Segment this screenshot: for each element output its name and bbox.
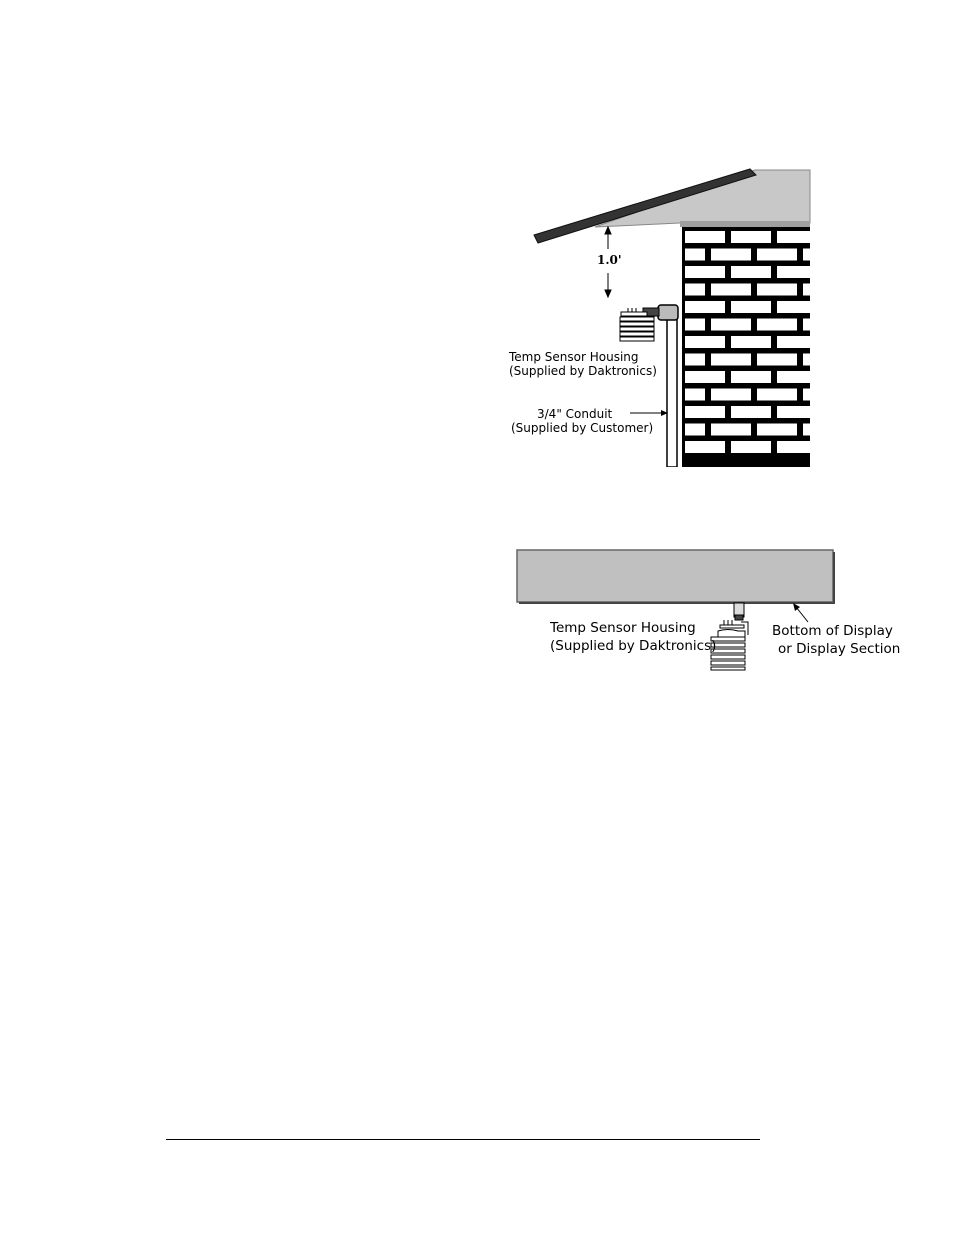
brick: [757, 389, 797, 401]
brick: [731, 336, 771, 348]
brick: [711, 424, 751, 436]
brick: [685, 266, 725, 278]
wall-mount-diagram: [500, 165, 820, 467]
brick: [711, 319, 751, 331]
clearance-label: 1.0': [597, 253, 622, 267]
brick: [685, 249, 705, 261]
conduit-pointer-arrow: [630, 410, 668, 416]
conduit-label-line2: (Supplied by Customer): [511, 421, 654, 435]
display-label-line1: Bottom of Display: [772, 623, 893, 639]
brick: [777, 301, 810, 313]
brick: [803, 249, 810, 261]
roof-edge: [680, 221, 810, 227]
brick: [803, 424, 810, 436]
display-mount-illustration: [505, 545, 905, 680]
sensor-label-line2: (Supplied by Daktronics): [509, 364, 657, 378]
brick: [731, 441, 771, 453]
brick: [803, 284, 810, 296]
conduit-elbow: [658, 305, 678, 320]
brick: [777, 231, 810, 243]
brick: [777, 266, 810, 278]
brick: [803, 319, 810, 331]
sensor-label-line1: Temp Sensor Housing: [550, 620, 696, 636]
brick: [731, 231, 771, 243]
brick: [731, 371, 771, 383]
brick: [777, 336, 810, 348]
sensor-label-line2: (Supplied by Daktronics): [550, 638, 717, 654]
brick: [731, 266, 771, 278]
brick-wall: [682, 227, 810, 467]
brick: [757, 249, 797, 261]
brick: [711, 249, 751, 261]
wall-mount-illustration: [500, 165, 820, 467]
brick: [803, 389, 810, 401]
temp-sensor-housing-icon: [711, 620, 748, 670]
brick: [777, 441, 810, 453]
brick: [685, 319, 705, 331]
brick: [685, 301, 725, 313]
brick: [685, 336, 725, 348]
brick: [731, 406, 771, 418]
brick: [685, 441, 725, 453]
brick: [731, 301, 771, 313]
brick: [685, 406, 725, 418]
brick: [685, 389, 705, 401]
sensor-label-line1: Temp Sensor Housing: [509, 350, 639, 364]
brick: [711, 354, 751, 366]
brick: [777, 371, 810, 383]
brick: [777, 406, 810, 418]
display-label-line2: or Display Section: [778, 641, 901, 657]
brick: [757, 424, 797, 436]
brick: [685, 424, 705, 436]
brick: [711, 284, 751, 296]
display-panel: [517, 550, 833, 602]
conduit-pipe: [667, 313, 677, 467]
display-mount-diagram: [505, 545, 905, 680]
footer-rule: [166, 1139, 760, 1140]
roof-soffit: [595, 170, 810, 227]
brick: [685, 371, 725, 383]
brick: [803, 354, 810, 366]
display-pointer-arrow: [793, 603, 808, 622]
brick: [757, 284, 797, 296]
sensor-stem: [734, 603, 744, 620]
brick: [685, 284, 705, 296]
brick: [757, 319, 797, 331]
brick: [685, 354, 705, 366]
brick: [685, 231, 725, 243]
brick: [711, 389, 751, 401]
brick: [757, 354, 797, 366]
conduit-label-line1: 3/4" Conduit: [537, 407, 613, 421]
